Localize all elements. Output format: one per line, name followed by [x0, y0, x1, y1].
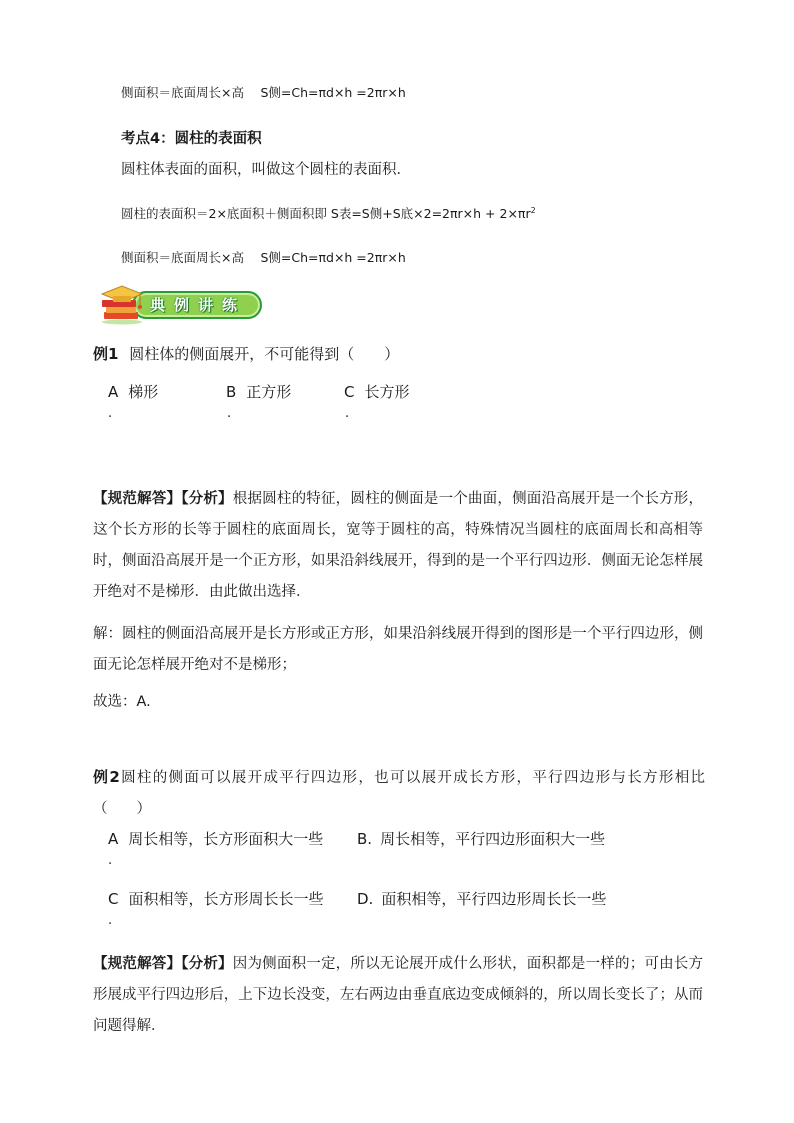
answer-tag: 【规范解答】【分析】	[93, 956, 233, 972]
example2-question	[93, 762, 705, 825]
lateral-area-formula: 侧面积＝底面周长×高 S侧=Ch=πd×h =2πr×h	[121, 250, 406, 265]
section-badge	[96, 282, 266, 324]
example1-label: 例1	[93, 345, 119, 363]
analysis-text: 根据圆柱的特征，圆柱的侧面是一个曲面，侧面沿高展开是一个长方形，这个长方形的长等于圆柱的底面周长，宽等于圆柱的高，特殊情况当圆柱的底面周长和高相等时，侧面沿高展开是一个正方形，如果沿斜线展开，得到的是一个平行四边形．侧面无论怎样展开绝对不是梯形．由此做出选择．	[93, 491, 704, 600]
example1-option-b[interactable]	[226, 381, 291, 402]
kaodian-title: 考点4：圆柱的表面积	[121, 131, 262, 147]
example2-option-d[interactable]	[357, 888, 606, 909]
analysis-text: 因为侧面积一定，所以无论展开成什么形状，面积都是一样的；可由长方形展成平行四边形后，上下边长没变，左右两边由垂直底边变成倾斜的，所以周长变长了；从而问题得解．	[93, 956, 704, 1034]
option-text: 面积相等，平行四边形周长长一些	[381, 890, 607, 908]
lateral-area-formula-top: 侧面积＝底面周长×高 S侧=Ch=πd×h =2πr×h	[121, 85, 406, 100]
option-text: 周长相等，平行四边形面积大一些	[380, 830, 606, 848]
option-letter: A	[108, 830, 119, 848]
option-text: 周长相等，长方形面积大一些	[128, 830, 324, 848]
answer-tag: 【规范解答】【分析】	[93, 491, 233, 507]
example1-question	[93, 343, 399, 364]
surface-area-formula-exponent: 2	[530, 205, 536, 215]
example1-option-c[interactable]	[344, 381, 410, 402]
example2-option-a[interactable]	[108, 828, 323, 849]
option-letter: B.	[357, 830, 373, 848]
option-letter: A	[108, 383, 119, 401]
graduation-cap-books-icon	[96, 282, 148, 326]
option-dot: .	[227, 406, 232, 421]
option-letter: D.	[357, 890, 374, 908]
option-letter: C	[108, 890, 119, 908]
option-dot: .	[108, 853, 113, 868]
example1-question-text: 圆柱体的侧面展开，不可能得到（ ）	[129, 345, 400, 363]
option-text: 正方形	[246, 383, 292, 401]
example1-analysis	[93, 484, 703, 608]
option-dot: .	[345, 406, 350, 421]
option-text: 梯形	[128, 383, 159, 401]
option-dot: .	[108, 913, 113, 928]
option-text: 面积相等，长方形周长长一些	[128, 890, 324, 908]
option-text: 长方形	[364, 383, 410, 401]
badge-label: 典例讲练	[149, 296, 246, 314]
option-letter: B	[226, 383, 237, 401]
example2-analysis	[93, 949, 703, 1042]
example2-option-b[interactable]	[357, 828, 605, 849]
example1-option-a[interactable]	[108, 381, 158, 402]
example2-label: 例2	[93, 768, 120, 786]
option-dot: .	[108, 406, 113, 421]
surface-area-formula-main: 圆柱的表面积＝2×底面积＋侧面积即 S表=S侧+S底×2=2πr×h + 2×πr	[121, 206, 531, 221]
example1-choice: 故选：A.	[93, 694, 151, 710]
example2-option-c[interactable]	[108, 888, 324, 909]
example1-solution: 解：圆柱的侧面沿高展开是长方形或正方形，如果沿斜线展开得到的图形是一个平行四边形，侧面无论怎样展开绝对不是梯形；	[93, 626, 703, 673]
option-letter: C	[344, 383, 355, 401]
surface-area-definition: 圆柱体表面的面积，叫做这个圆柱的表面积．	[121, 162, 411, 178]
surface-area-formula	[121, 204, 536, 222]
example2-question-text: 圆柱的侧面可以展开成平行四边形，也可以展开成长方形，平行四边形与长方形相比（ ）	[93, 770, 706, 817]
